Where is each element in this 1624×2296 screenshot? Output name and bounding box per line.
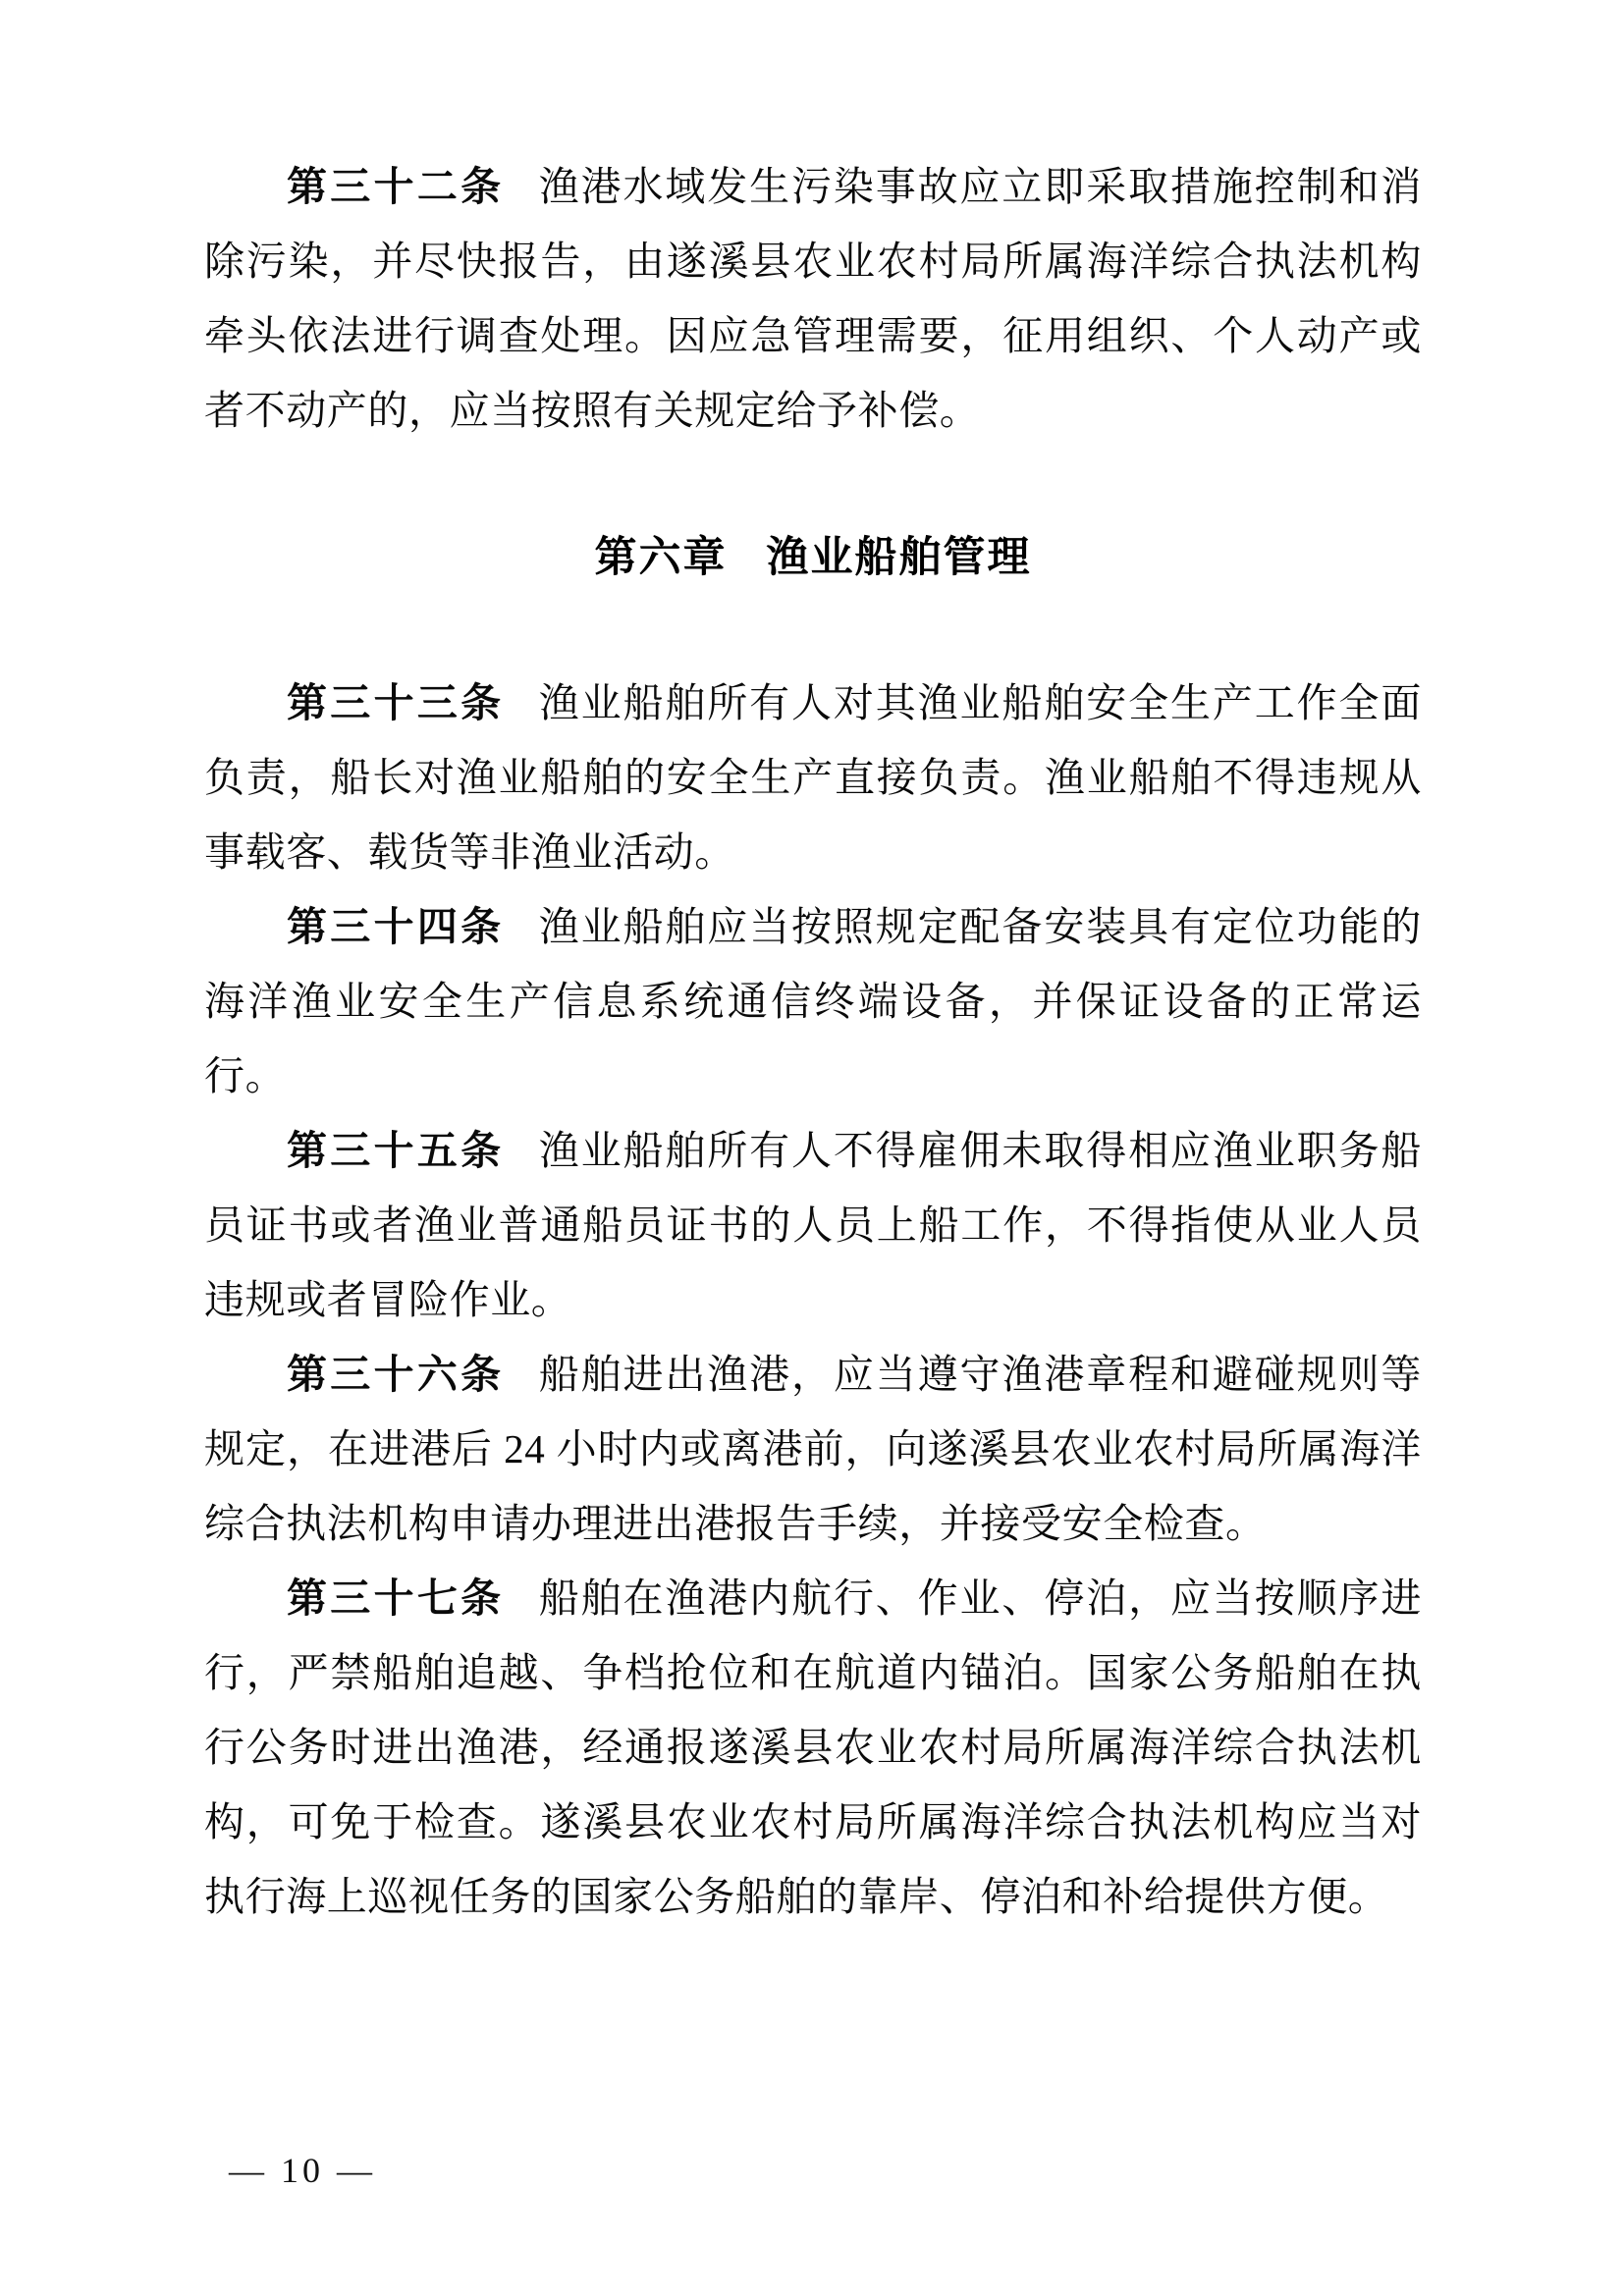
- page-content: [204, 149, 1422, 1934]
- article-text-32: 渔港水域发生污染事故应立即采取措施控制和消除污染，并尽快报告，由遂溪县农业农村局所属海洋综合执法机构牵头依法进行调查处理。因应急管理需要，征用组织、个人动产或者不动产的，应当按照有关规定给予补偿。: [204, 164, 1422, 433]
- paragraph-article-33: [204, 666, 1422, 889]
- article-text-34: 渔业船舶应当按照规定配备安装具有定位功能的海洋渔业安全生产信息系统通信终端设备，并保证设备的正常运行。: [204, 904, 1422, 1098]
- paragraph-article-37: [204, 1561, 1422, 1934]
- article-text-37: 船舶在渔港内航行、作业、停泊，应当按顺序进行，严禁船舶追越、争档抢位和在航道内锚泊。国家公务船舶在执行公务时进出渔港，经通报遂溪县农业农村局所属海洋综合执法机构，可免于检查。遂溪县农业农村局所属海洋综合执法机构应当对执行海上巡视任务的国家公务船舶的靠岸、停泊和补给提供方便。: [204, 1575, 1422, 1919]
- paragraph-article-36: [204, 1337, 1422, 1561]
- article-number-34: 第三十四条: [287, 904, 505, 949]
- chapter-heading: [204, 520, 1422, 595]
- chapter-number: 第六章: [594, 534, 728, 581]
- page-number-footer: — 10 —: [229, 2151, 376, 2190]
- article-number-37: 第三十七条: [287, 1575, 505, 1621]
- article-number-35: 第三十五条: [287, 1128, 505, 1173]
- article-number-33: 第三十三条: [287, 680, 505, 725]
- paragraph-article-32: [204, 149, 1422, 448]
- article-number-36: 第三十六条: [287, 1352, 505, 1397]
- paragraph-article-34: [204, 889, 1422, 1113]
- paragraph-article-35: [204, 1113, 1422, 1337]
- article-text-33: 渔业船舶所有人对其渔业船舶安全生产工作全面负责，船长对渔业船舶的安全生产直接负责。渔业船舶不得违规从事载客、载货等非渔业活动。: [204, 680, 1422, 875]
- article-text-35: 渔业船舶所有人不得雇佣未取得相应渔业职务船员证书或者渔业普通船员证书的人员上船工作，不得指使从业人员违规或者冒险作业。: [204, 1128, 1422, 1322]
- article-text-36: 船舶进出渔港，应当遵守渔港章程和避碰规则等规定，在进港后 24 小时内或离港前，向遂溪县农业农村局所属海洋综合执法机构申请办理进出港报告手续，并接受安全检查。: [204, 1352, 1422, 1546]
- article-number-32: 第三十二条: [287, 164, 505, 209]
- chapter-title: 渔业船舶管理: [766, 534, 1032, 581]
